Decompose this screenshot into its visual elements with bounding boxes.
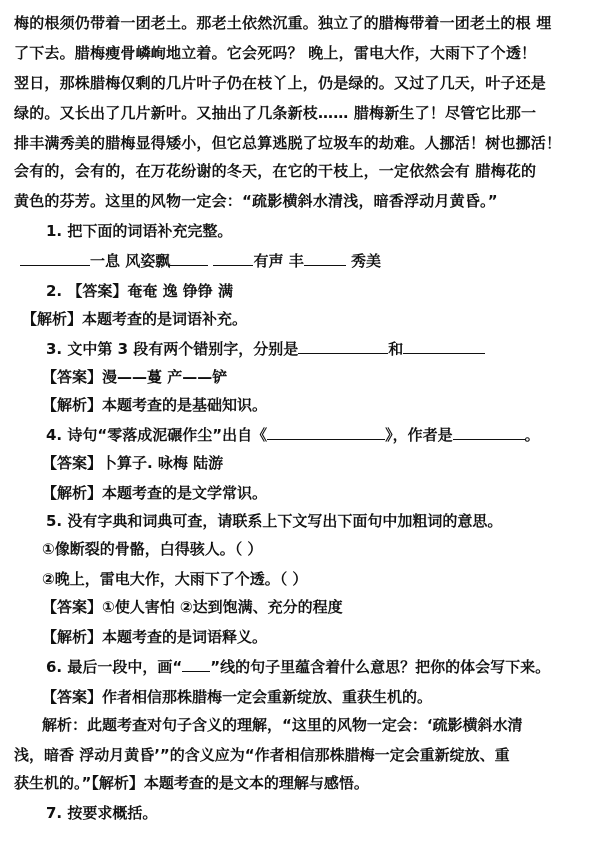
passage-line-4: 绿的。又长出了几片新叶。又抽出了几条新枝…… 腊梅新生了！尽管它比那一 bbox=[14, 104, 537, 122]
question-3-title-b: 和 bbox=[388, 340, 404, 358]
question-5-item-2: ②晚上，雷电大作，大雨下了个透。（ ） bbox=[42, 570, 308, 588]
question-4-answer: 【答案】卜算子. 咏梅 陆游 bbox=[42, 454, 224, 472]
question-1-title: 1. 把下面的词语补充完整。 bbox=[46, 222, 233, 240]
question-1-word-3: 秀美 bbox=[350, 252, 381, 270]
answer-blank[interactable] bbox=[20, 251, 90, 266]
question-1-word-1: 一息 风姿飘 bbox=[90, 252, 171, 270]
question-2-answer: 2. 【答案】奄奄 逸 铮铮 满 bbox=[46, 282, 234, 300]
question-6-title-b: ”线的句子里蕴含着什么意思？把你的体会写下来。 bbox=[210, 658, 551, 676]
question-2-analysis: 【解析】本题考查的是词语补充。 bbox=[22, 310, 248, 328]
answer-blank[interactable] bbox=[182, 657, 210, 672]
answer-blank[interactable] bbox=[213, 251, 253, 266]
question-6-explanation-2: 浅，暗香 浮动月黄昏’”的含义应为“作者相信那株腊梅一定会重新绽放、重 bbox=[14, 746, 510, 764]
question-6-title-a: 6. 最后一段中，画“ bbox=[46, 658, 183, 676]
question-4-title-a: 4. 诗句“零落成泥碾作尘”出自《 bbox=[46, 426, 268, 444]
answer-blank[interactable] bbox=[453, 425, 525, 440]
question-3-title bbox=[46, 338, 598, 360]
passage-line-7: 黄色的芬芳。这里的风物一定会：“疏影横斜水清浅，暗香浮动月黄昏。” bbox=[14, 192, 498, 210]
answer-blank[interactable] bbox=[298, 339, 388, 354]
question-1-blanks bbox=[20, 250, 602, 272]
passage-line-6: 会有的，会有的，在万花纷谢的冬天，在它的干枝上，一定依然会有 腊梅花的 bbox=[14, 162, 537, 180]
answer-blank[interactable] bbox=[267, 425, 385, 440]
passage-line-1: 梅的根须仍带着一团老土。那老土依然沉重。独立了的腊梅带着一团老土的根 埋 bbox=[14, 14, 552, 32]
passage-line-2: 了下去。腊梅瘦骨嶙峋地立着。它会死吗？ 晚上，雷电大作，大雨下了个透！ bbox=[14, 44, 537, 62]
question-4-title bbox=[46, 424, 598, 446]
answer-blank[interactable] bbox=[403, 339, 485, 354]
passage-line-5: 排丰满秀美的腊梅显得矮小，但它总算逃脱了垃圾车的劫难。人挪活！树也挪活！ bbox=[14, 134, 562, 152]
question-6-title bbox=[46, 656, 598, 678]
passage-line-3: 翌日，那株腊梅仅剩的几片叶子仍在枝丫上，仍是绿的。又过了几天，叶子还是 bbox=[14, 74, 547, 92]
question-3-analysis: 【解析】本题考查的是基础知识。 bbox=[42, 396, 268, 414]
question-6-explanation-3: 获生机的。”【解析】本题考查的是文本的理解与感悟。 bbox=[14, 774, 369, 792]
question-4-title-c: 。 bbox=[524, 426, 540, 444]
answer-blank[interactable] bbox=[304, 251, 346, 266]
question-3-answer: 【答案】漫——蔓 产——铲 bbox=[42, 368, 228, 386]
question-5-answer: 【答案】①使人害怕 ②达到饱满、充分的程度 bbox=[42, 598, 343, 616]
question-4-title-b: 》，作者是 bbox=[385, 426, 453, 444]
question-1-word-2: 有声 丰 bbox=[253, 252, 304, 270]
question-6-explanation-1: 解析：此题考查对句子含义的理解，“这里的风物一定会：‘疏影横斜水清 bbox=[42, 716, 523, 734]
question-5-title: 5. 没有字典和词典可查，请联系上下文写出下面句中加粗词的意思。 bbox=[46, 512, 503, 530]
question-5-item-1: ①像断裂的骨骼，白得骇人。（ ） bbox=[42, 540, 263, 558]
question-7-title: 7. 按要求概括。 bbox=[46, 804, 158, 822]
question-4-analysis: 【解析】本题考查的是文学常识。 bbox=[42, 484, 268, 502]
question-5-analysis: 【解析】本题考查的是词语释义。 bbox=[42, 628, 268, 646]
question-6-answer: 【答案】作者相信那株腊梅一定会重新绽放、重获生机的。 bbox=[42, 688, 433, 706]
answer-blank[interactable] bbox=[170, 251, 208, 266]
question-3-title-a: 3. 文中第 3 段有两个错别字，分别是 bbox=[46, 340, 299, 358]
